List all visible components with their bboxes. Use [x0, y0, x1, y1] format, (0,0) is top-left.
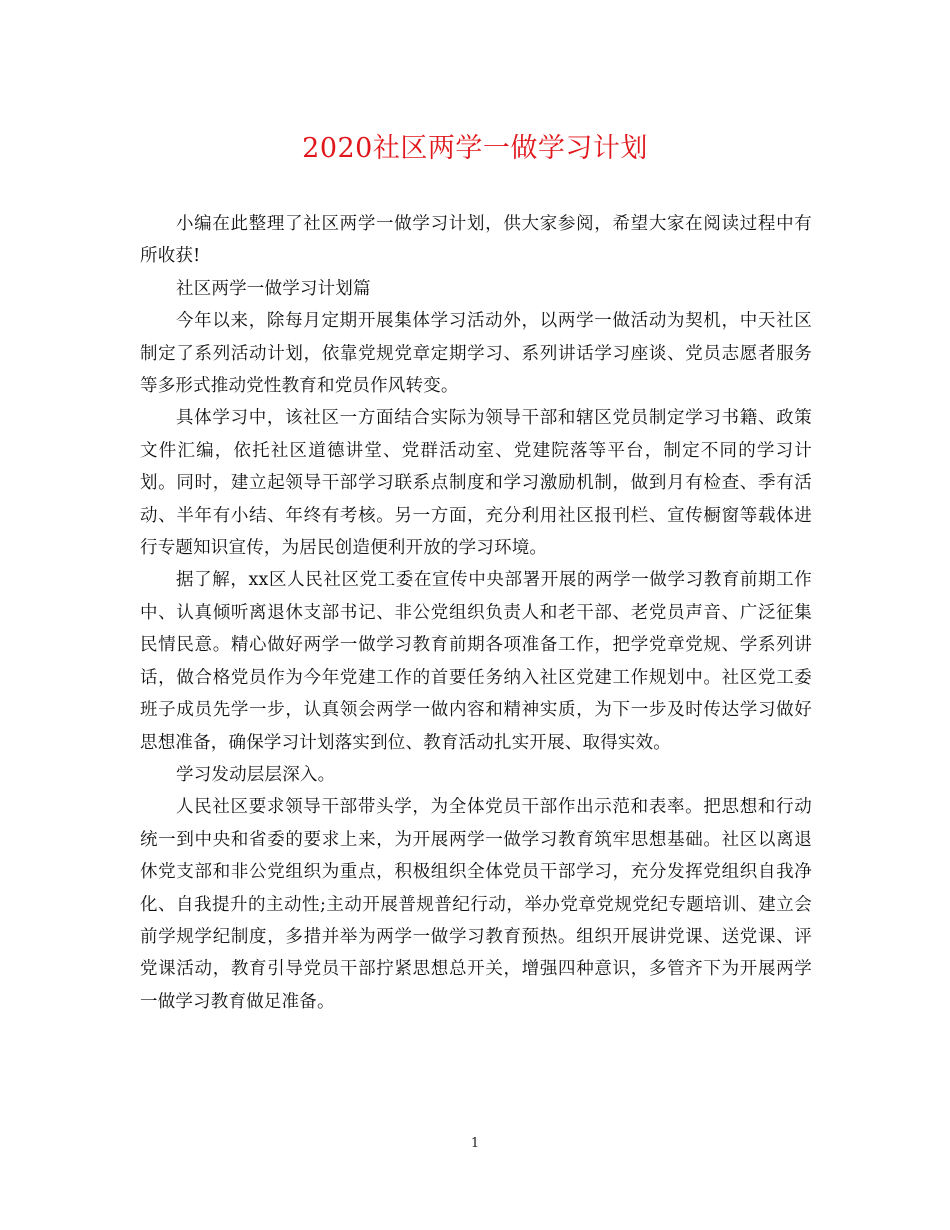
intro-paragraph: 小编在此整理了社区两学一做学习计划，供大家参阅，希望大家在阅读过程中有所收获!: [140, 214, 812, 267]
document-title: 2020社区两学一做学习计划: [302, 133, 648, 164]
body-paragraph: 具体学习中，该社区一方面结合实际为领导干部和辖区党员制定学习书籍、政策文件汇编，依托社区道德讲堂、党群活动室、党建院落等平台，制定不同的学习计划。同时，建立起领导干部学习联系点制度和学习激励机制，做到月有检查、季有活动、半年有小结、年终有考核。另一方面，充分利用社区报刊栏、宣传橱窗等载体进行专题知识宣传，为居民创造便利开放的学习环境。: [140, 408, 812, 559]
document-body: [140, 208, 812, 1018]
body-paragraph: 今年以来，除每月定期开展集体学习活动外，以两学一做活动为契机，中天社区制定了系列活动计划，依靠党规党章定期学习、系列讲话学习座谈、党员志愿者服务等多形式推动党性教育和党员作风转变。: [140, 311, 812, 397]
body-paragraph: 据了解，xx区人民社区党工委在宣传中央部署开展的两学一做学习教育前期工作中、认真倾听离退休支部书记、非公党组织负责人和老干部、老党员声音、广泛征集民情民意。精心做好两学一做学习教育前期各项准备工作，把学党章党规、学系列讲话，做合格党员作为今年党建工作的首要任务纳入社区党建工作规划中。社区党工委班子成员先学一步，认真领会两学一做内容和精神实质，为下一步及时传达学习做好思想准备，确保学习计划落实到位、教育活动扎实开展、取得实效。: [140, 570, 812, 753]
page-number: 1: [470, 1136, 480, 1151]
body-paragraph: 人民社区要求领导干部带头学，为全体党员干部作出示范和表率。把思想和行动统一到中央和省委的要求上来，为开展两学一做学习教育筑牢思想基础。社区以离退休党支部和非公党组织为重点，积极组织全体党员干部学习，充分发挥党组织自我净化、自我提升的主动性;主动开展普规普纪行动，举办党章党规党纪专题培训、建立会前学规学纪制度，多措并举为两学一做学习教育预热。组织开展讲党课、送党课、评党课活动，教育引导党员干部拧紧思想总开关，增强四种意识，多管齐下为开展两学一做学习教育做足准备。: [140, 797, 812, 1012]
section-heading: 社区两学一做学习计划篇: [176, 278, 371, 299]
subheading-paragraph: 学习发动层层深入。: [176, 764, 336, 785]
